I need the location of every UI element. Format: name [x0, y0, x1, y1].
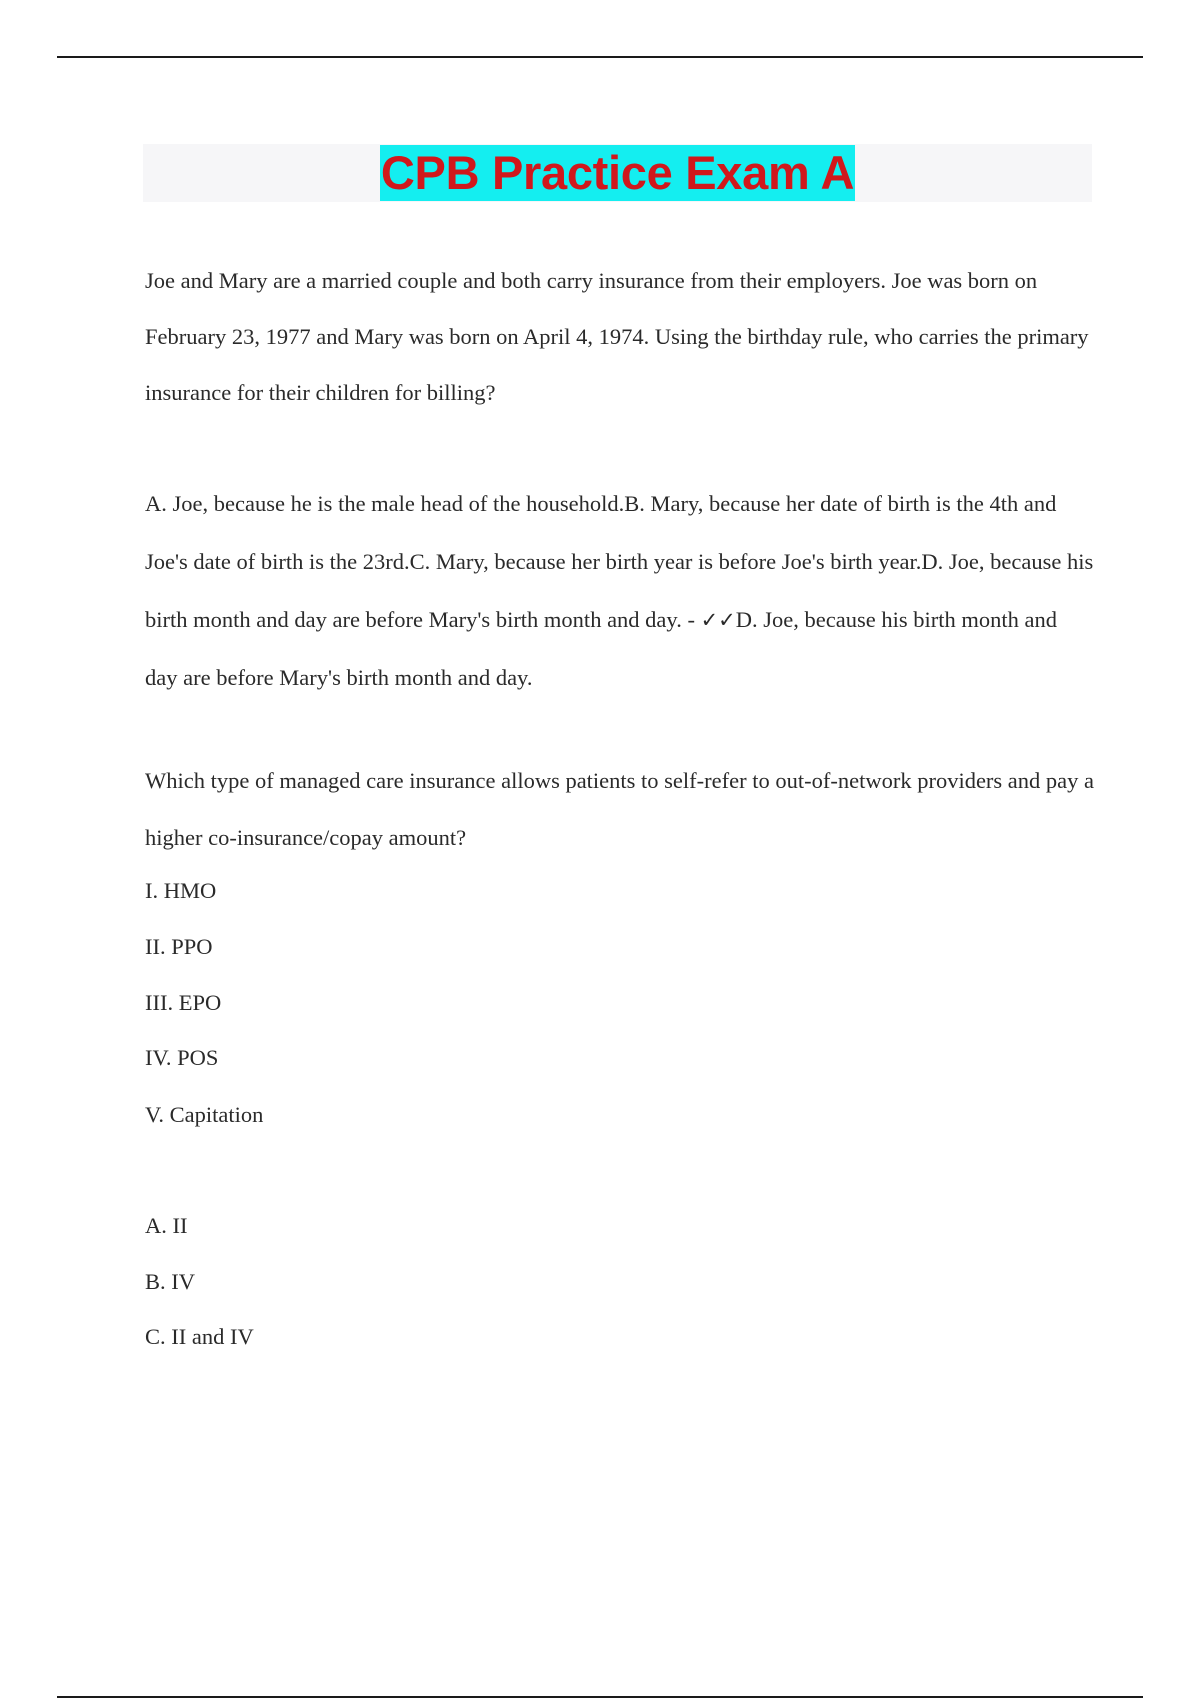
question-2-item: III. EPO: [145, 990, 222, 1015]
bottom-rule: [57, 1696, 1143, 1698]
top-rule: [57, 56, 1143, 58]
check-mark-icon: ✓✓: [700, 608, 736, 632]
question-2-text: Which type of managed care insurance allows patients to self-refer to out-of-network providers and pay a higher co-insurance/copay amount?: [145, 768, 1095, 850]
question-2-item: IV. POS: [145, 1045, 219, 1070]
question-2-item: V. Capitation: [145, 1102, 264, 1127]
question-1-correct-answer: D. Joe, because his birth month and day are before Mary's birth month and day.: [145, 607, 1057, 690]
question-2-item: I. HMO: [145, 878, 217, 903]
title-band: [143, 144, 1092, 202]
document-title: CPB Practice Exam A: [380, 146, 855, 199]
question-1-answer: [145, 475, 1095, 707]
question-2-option: B. IV: [145, 1269, 195, 1294]
question-1-text: Joe and Mary are a married couple and both carry insurance from their employers. Joe was born on February 23, 1977 and Mary was born on April 4, 1974. Using the birthday rule, who carries the primary insurance for their children for billing?: [145, 268, 1089, 405]
question-2-option: A. II: [145, 1213, 188, 1238]
question-1-options: A. Joe, because he is the male head of the household.B. Mary, because her date of birth is the 4th and Joe's date of birth is the 23rd.C. Mary, because her birth year is before Joe's birth year.D. Joe, because his birth month and day are before Mary's birth month and day. -: [145, 491, 1094, 632]
question-2-item: II. PPO: [145, 934, 213, 959]
question-2-option: C. II and IV: [145, 1324, 254, 1349]
